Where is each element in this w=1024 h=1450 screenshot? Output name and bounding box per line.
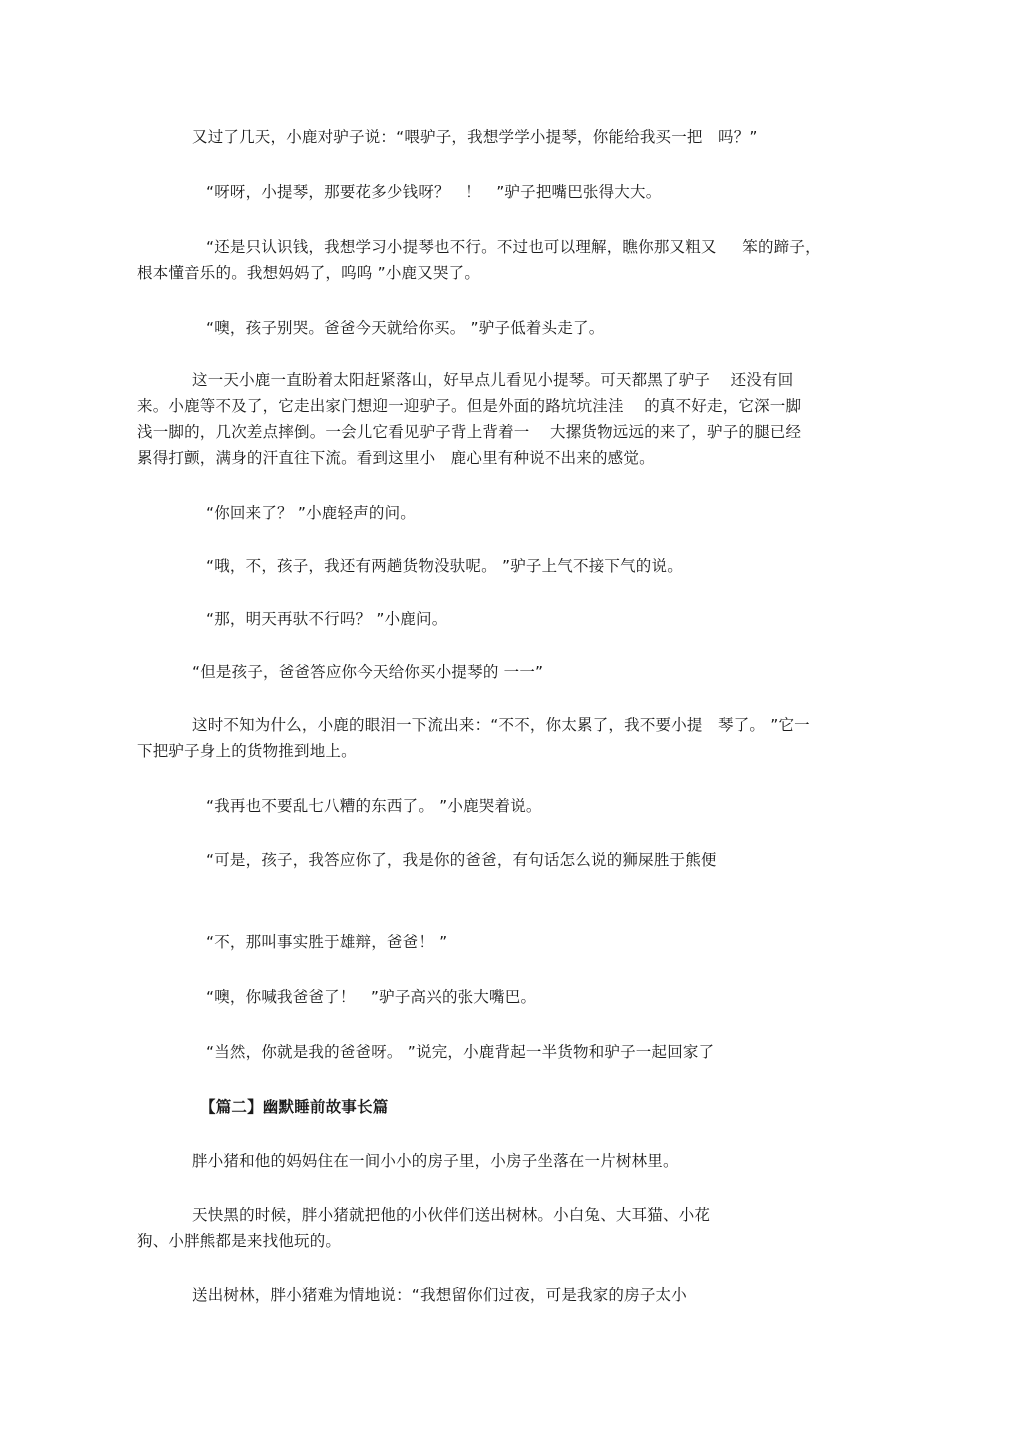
paragraph-line: “我再也不要乱七八糟的东西了。 ”小鹿哭着说。 (206, 797, 542, 815)
paragraph-line: “当然，你就是我的爸爸呀。 ”说完，小鹿背起一半货物和驴子一起回家了 (206, 1043, 715, 1061)
paragraph-line: “但是孩子，爸爸答应你今天给你买小提琴的 一一” (192, 663, 544, 681)
paragraph-line: “那，明天再驮不行吗？ ”小鹿问。 (206, 610, 448, 628)
paragraph-line: 狗、小胖熊都是来找他玩的。 (137, 1232, 342, 1250)
paragraph-line: 又过了几天，小鹿对驴子说：“喂驴子，我想学学小提琴，你能给我买一把 吗？” (192, 128, 758, 146)
paragraph-line: 胖小猪和他的妈妈住在一间小小的房子里，小房子坐落在一片树林里。 (192, 1152, 679, 1170)
section-heading: 【篇二】幽默睡前故事长篇 (200, 1098, 389, 1116)
paragraph-line: 来。小鹿等不及了，它走出家门想迎一迎驴子。但是外面的路坑坑洼洼 的真不好走，它深一脚 (137, 397, 802, 415)
paragraph-line: 浅一脚的，几次差点摔倒。一会儿它看见驴子背上背着一 大摞货物远远的来了，驴子的腿已经 (137, 423, 802, 441)
paragraph-line: “可是，孩子，我答应你了，我是你的爸爸，有句话怎么说的狮屎胜于熊便 (206, 851, 717, 869)
paragraph-line: “噢，你喊我爸爸了！ ”驴子高兴的张大嘴巴。 (206, 988, 537, 1006)
paragraph-line: 天快黑的时候，胖小猪就把他的小伙伴们送出树林。小白兔、大耳猫、小花 (192, 1206, 711, 1224)
paragraph-line: “哦，不，孩子，我还有两趟货物没驮呢。 ”驴子上气不接下气的说。 (206, 557, 683, 575)
paragraph-line: “噢，孩子别哭。爸爸今天就给你买。 ”驴子低着头走了。 (206, 319, 605, 337)
paragraph-line: “不，那叫事实胜于雄辩，爸爸！ ” (206, 933, 448, 951)
paragraph-line: 这时不知为什么，小鹿的眼泪一下流出来：“不不，你太累了，我不要小提 琴了。 ”它一 (192, 716, 810, 734)
paragraph-line: 累得打颤，满身的汗直往下流。看到这里小 鹿心里有种说不出来的感觉。 (137, 449, 655, 467)
paragraph-line: 根本懂音乐的。我想妈妈了，呜呜 ”小鹿又哭了。 (137, 264, 481, 282)
paragraph-line: “你回来了？ ”小鹿轻声的问。 (206, 504, 416, 522)
paragraph-line: “还是只认识钱，我想学习小提琴也不行。不过也可以理解，瞧你那又粗又 笨的蹄子， (206, 238, 821, 256)
paragraph-line: 下把驴子身上的货物推到地上。 (137, 742, 357, 760)
paragraph-line: 这一天小鹿一直盼着太阳赶紧落山，好早点儿看见小提琴。可天都黑了驴子 还没有回 (192, 371, 794, 389)
paragraph-line: 送出树林，胖小猪难为情地说：“我想留你们过夜，可是我家的房子太小 (192, 1286, 687, 1304)
paragraph-line: “呀呀，小提琴，那要花多少钱呀？ ！ ”驴子把嘴巴张得大大。 (206, 183, 662, 201)
